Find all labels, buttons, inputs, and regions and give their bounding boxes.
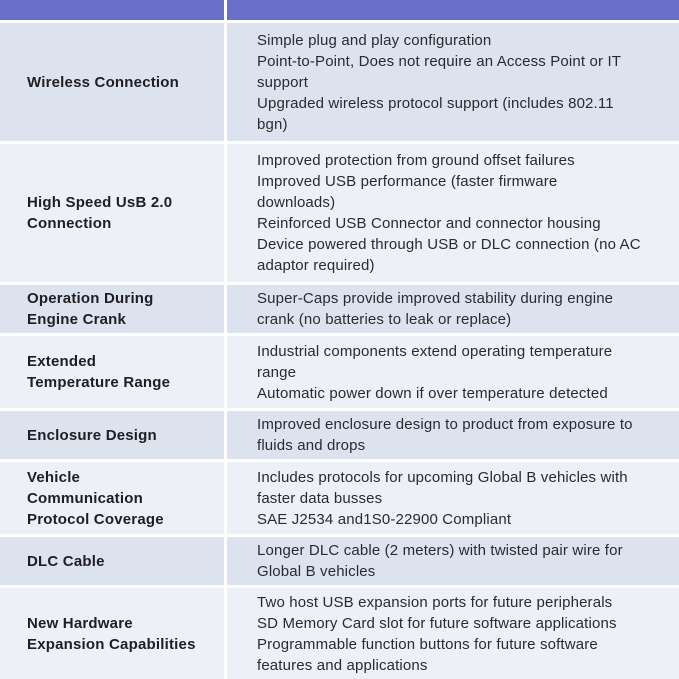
feature-cell [0, 285, 227, 333]
table-row [0, 411, 679, 459]
table-row [0, 588, 679, 679]
details-cell [227, 411, 679, 459]
detail-line: Simple plug and play configuration [257, 31, 492, 49]
details-cell [227, 285, 679, 333]
feature-cell [0, 336, 227, 408]
feature-label: Operation During [27, 290, 154, 307]
feature-label: DLC Cable [27, 552, 105, 570]
feature-label: Wireless Connection [27, 73, 180, 91]
detail-line: Programmable function buttons for future software [257, 635, 598, 653]
feature-label: Expansion Capabilities [27, 635, 196, 653]
feature-cell [0, 588, 227, 679]
detail-line: fluids and drops [257, 437, 366, 454]
detail-line: range [257, 363, 297, 381]
detail-line: downloads) [257, 194, 336, 211]
detail-line: Industrial components extend operating temperature [257, 342, 613, 360]
detail-line: features and applications [257, 656, 428, 674]
feature-label: Enclosure Design [27, 426, 157, 444]
feature-cell [0, 23, 227, 141]
detail-line: Device powered through USB or DLC connection (no AC [257, 236, 641, 253]
detail-line: Improved enclosure design to product from exposure to [257, 416, 633, 433]
table-row [0, 144, 679, 282]
table-row [0, 285, 679, 333]
details-cell [227, 23, 679, 141]
detail-line: Upgraded wireless protocol support (includes 802.11 [257, 94, 614, 112]
detail-line: SAE J2534 and1S0-22900 Compliant [257, 510, 512, 528]
feature-cell [0, 537, 227, 585]
detail-line: crank (no batteries to leak or replace) [257, 311, 512, 328]
detail-line: Global B vehicles [257, 563, 376, 580]
table-header [0, 0, 679, 20]
header-cell-feature [0, 0, 227, 20]
feature-label: Communication [27, 489, 143, 507]
feature-label: Extended [27, 353, 97, 370]
feature-cell [0, 144, 227, 282]
detail-line: faster data busses [257, 489, 383, 507]
feature-label: Vehicle [27, 468, 81, 486]
feature-cell [0, 462, 227, 534]
feature-cell [0, 411, 227, 459]
detail-line: bgn) [257, 115, 288, 133]
table-row [0, 462, 679, 534]
detail-line: Includes protocols for upcoming Global B vehicles with [257, 468, 628, 486]
detail-line: Automatic power down if over temperature detected [257, 384, 608, 402]
table-row [0, 537, 679, 585]
detail-line: Super-Caps provide improved stability during engine [257, 290, 614, 307]
detail-line: Two host USB expansion ports for future peripherals [257, 593, 613, 611]
details-cell [227, 537, 679, 585]
detail-line: Point-to-Point, Does not require an Access Point or IT [257, 52, 622, 70]
details-cell [227, 336, 679, 408]
feature-label: Protocol Coverage [27, 510, 164, 528]
details-cell [227, 462, 679, 534]
detail-line: Reinforced USB Connector and connector housing [257, 215, 601, 232]
details-cell [227, 588, 679, 679]
detail-line: Improved USB performance (faster firmware [257, 173, 558, 190]
feature-label: Engine Crank [27, 311, 127, 328]
header-cell-details [227, 0, 679, 20]
detail-line: SD Memory Card slot for future software applications [257, 614, 617, 632]
detail-line: support [257, 73, 309, 91]
table-row [0, 23, 679, 141]
detail-line: adaptor required) [257, 257, 375, 274]
feature-label: New Hardware [27, 614, 133, 632]
detail-line: Longer DLC cable (2 meters) with twisted pair wire for [257, 542, 623, 559]
detail-line: Improved protection from ground offset failures [257, 152, 575, 169]
feature-label: High Speed UsB 2.0 [27, 194, 173, 211]
table-row [0, 336, 679, 408]
feature-label: Connection [27, 215, 112, 232]
feature-label: Temperature Range [27, 374, 171, 391]
details-cell [227, 144, 679, 282]
